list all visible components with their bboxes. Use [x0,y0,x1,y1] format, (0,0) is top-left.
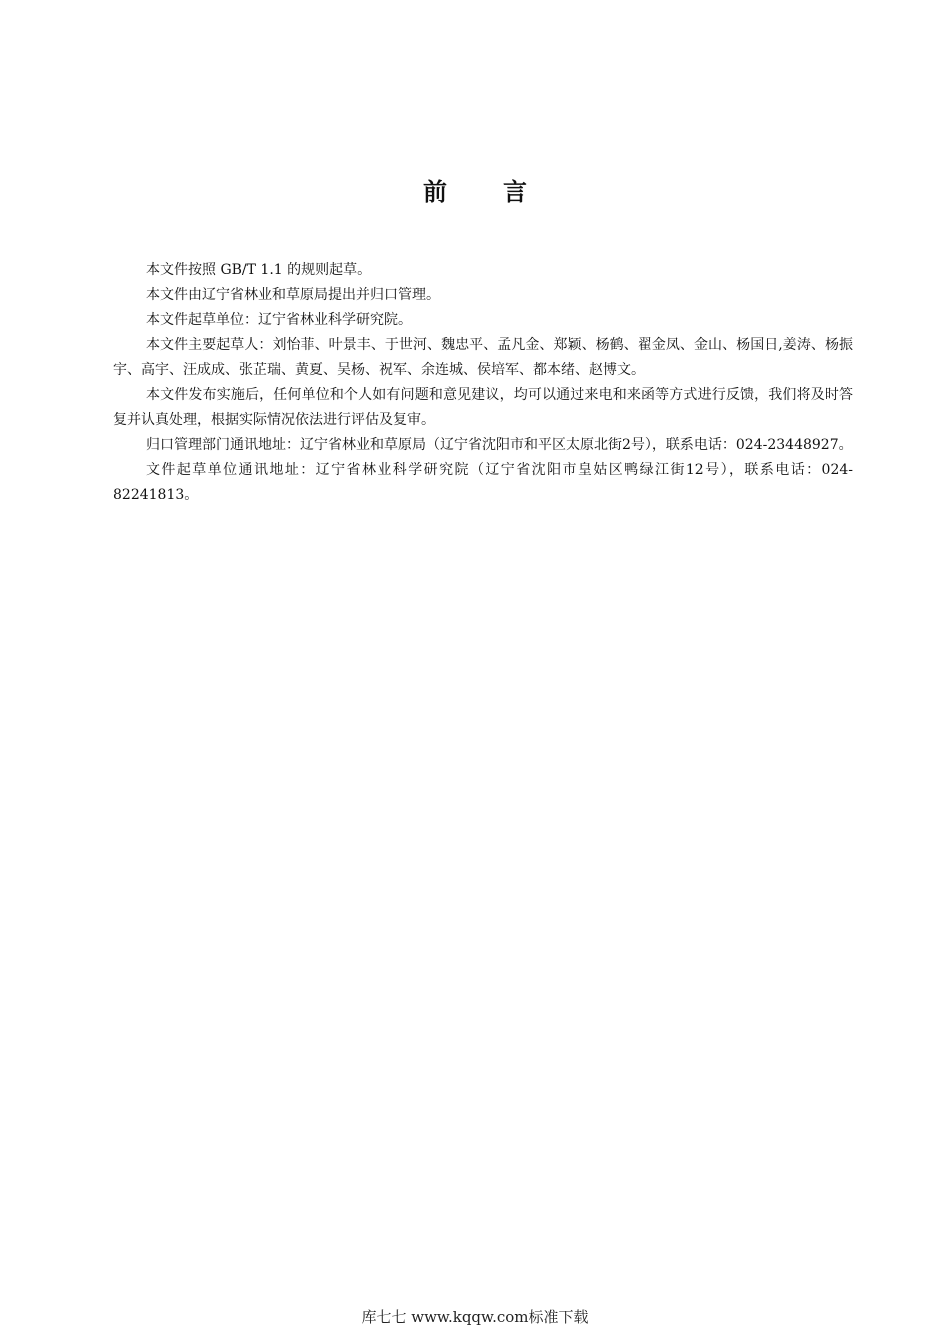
paragraph-admin-address: 归口管理部门通讯地址：辽宁省林业和草原局（辽宁省沈阳市和平区太原北街2号），联系电话：024-23448927。 [146,437,853,453]
paragraph-drafters: 本文件主要起草人：刘怡菲、叶景丰、于世河、魏忠平、孟凡金、郑颖、杨鹤、翟金凤、金山、杨国日,姜涛、杨振宇、高宇、汪成成、张芷瑞、黄夏、吴杨、祝军、余连城、侯培军、都本绪、赵博文。 [113,337,853,378]
footer-watermark: 库七七 www.kqqw.com标准下载 [361,1308,589,1326]
page-title: 前言 [423,178,583,206]
document-body [113,258,853,508]
paragraph-proposer: 本文件由辽宁省林业和草原局提出并归口管理。 [146,287,440,303]
paragraph-drafting-unit: 本文件起草单位：辽宁省林业科学研究院。 [146,312,412,328]
paragraph-feedback: 本文件发布实施后，任何单位和个人如有问题和意见建议，均可以通过来电和来函等方式进行反馈，我们将及时答复并认真处理，根据实际情况依法进行评估及复审。 [113,387,853,428]
paragraph-drafter-address: 文件起草单位通讯地址：辽宁省林业科学研究院（辽宁省沈阳市皇姑区鸭绿江街12号），联系电话：024-82241813。 [113,462,853,503]
paragraph-drafting-rules: 本文件按照 GB/T 1.1 的规则起草。 [146,262,372,278]
